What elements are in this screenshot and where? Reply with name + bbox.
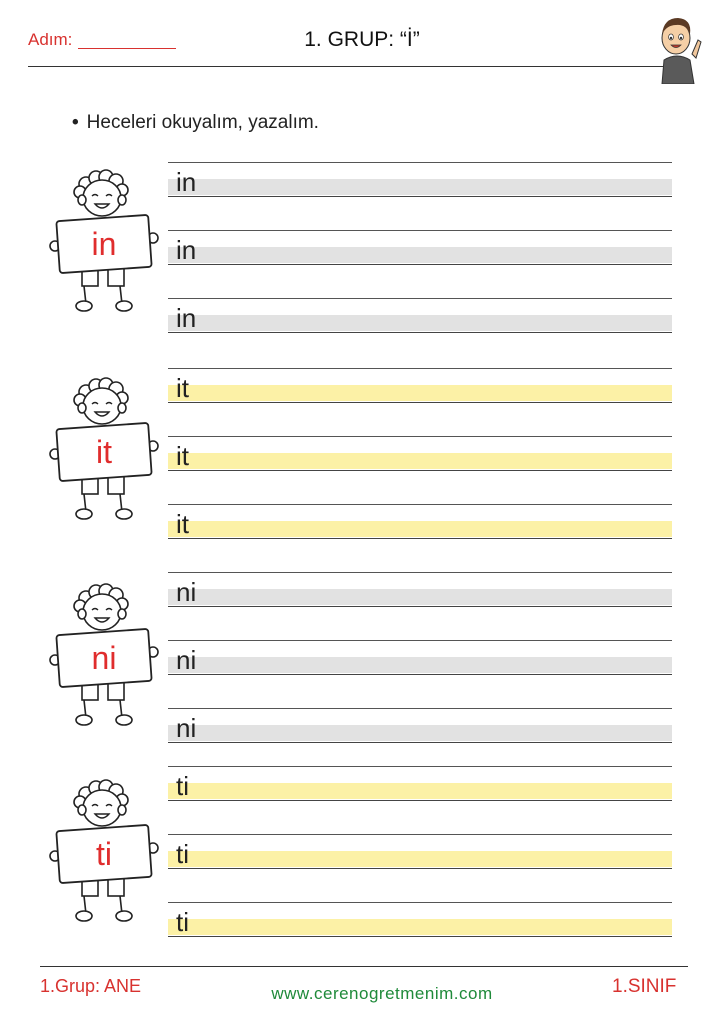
writing-row[interactable]: [168, 902, 672, 938]
syllable-text: ni: [176, 713, 197, 743]
guide-line-top: [168, 834, 672, 835]
guide-band: [168, 315, 672, 331]
writing-row[interactable]: [168, 436, 672, 472]
guide-band: [168, 725, 672, 741]
guide-line-baseline: [168, 606, 672, 607]
header-divider: [28, 66, 676, 67]
footer-group-label: 1.Grup: ANE: [40, 976, 142, 996]
syllable-text: in: [176, 167, 197, 197]
guide-line-top: [168, 368, 672, 369]
kid-sign-label: ni: [91, 640, 117, 676]
syllable-text: ni: [176, 577, 197, 607]
guide-line-baseline: [168, 538, 672, 539]
instruction-text: • Heceleri okuyalım, yazalım.: [72, 112, 319, 133]
guide-line-top: [168, 640, 672, 641]
guide-line-top: [168, 230, 672, 231]
syllable-text: it: [176, 373, 189, 403]
writing-row[interactable]: [168, 766, 672, 802]
writing-row[interactable]: [168, 504, 672, 540]
guide-band: [168, 851, 672, 867]
guide-line-top: [168, 162, 672, 163]
guide-line-baseline: [168, 332, 672, 333]
guide-band: [168, 453, 672, 469]
guide-band: [168, 589, 672, 605]
guide-line-baseline: [168, 936, 672, 937]
syllable-text: it: [176, 509, 189, 539]
guide-line-top: [168, 436, 672, 437]
guide-line-top: [168, 572, 672, 573]
kid-sign-ni: [48, 582, 160, 732]
kid-sign-in: [48, 168, 160, 318]
kid-sign-label: in: [91, 226, 117, 262]
guide-line-top: [168, 902, 672, 903]
kid-sign-ti: [48, 778, 160, 928]
kid-sign-label: it: [96, 434, 112, 470]
guide-line-top: [168, 298, 672, 299]
guide-line-baseline: [168, 674, 672, 675]
guide-line-baseline: [168, 868, 672, 869]
guide-line-top: [168, 708, 672, 709]
syllable-text: in: [176, 235, 197, 265]
guide-line-baseline: [168, 264, 672, 265]
guide-line-baseline: [168, 742, 672, 743]
syllable-text: ni: [176, 645, 197, 675]
writing-row[interactable]: [168, 298, 672, 334]
writing-row[interactable]: [168, 162, 672, 198]
writing-row[interactable]: [168, 640, 672, 676]
name-label: Adım:: [28, 30, 73, 49]
writing-row[interactable]: [168, 368, 672, 404]
syllable-text: ti: [176, 907, 189, 937]
guide-band: [168, 657, 672, 673]
kid-sign-it: [48, 376, 160, 526]
guide-line-top: [168, 766, 672, 767]
writing-row[interactable]: [168, 572, 672, 608]
waving-boy-mascot-icon: [652, 10, 702, 84]
footer-divider: [40, 966, 688, 967]
page-title: 1. GRUP: “İ”: [304, 28, 420, 51]
guide-band: [168, 247, 672, 263]
guide-band: [168, 385, 672, 401]
footer-grade-label: 1.SINIF: [612, 976, 677, 997]
writing-row[interactable]: [168, 834, 672, 870]
instruction-label: Heceleri okuyalım, yazalım.: [86, 112, 319, 133]
guide-line-baseline: [168, 402, 672, 403]
footer-website-link[interactable]: www.cerenogretmenim.com: [271, 984, 493, 1003]
guide-band: [168, 521, 672, 537]
kid-sign-label: ti: [96, 836, 112, 872]
guide-band: [168, 179, 672, 195]
writing-row[interactable]: [168, 708, 672, 744]
guide-band: [168, 919, 672, 935]
syllable-text: it: [176, 441, 189, 471]
writing-row[interactable]: [168, 230, 672, 266]
guide-band: [168, 783, 672, 799]
syllable-text: in: [176, 303, 197, 333]
guide-line-top: [168, 504, 672, 505]
syllable-text: ti: [176, 771, 189, 801]
syllable-text: ti: [176, 839, 189, 869]
guide-line-baseline: [168, 470, 672, 471]
guide-line-baseline: [168, 196, 672, 197]
guide-line-baseline: [168, 800, 672, 801]
